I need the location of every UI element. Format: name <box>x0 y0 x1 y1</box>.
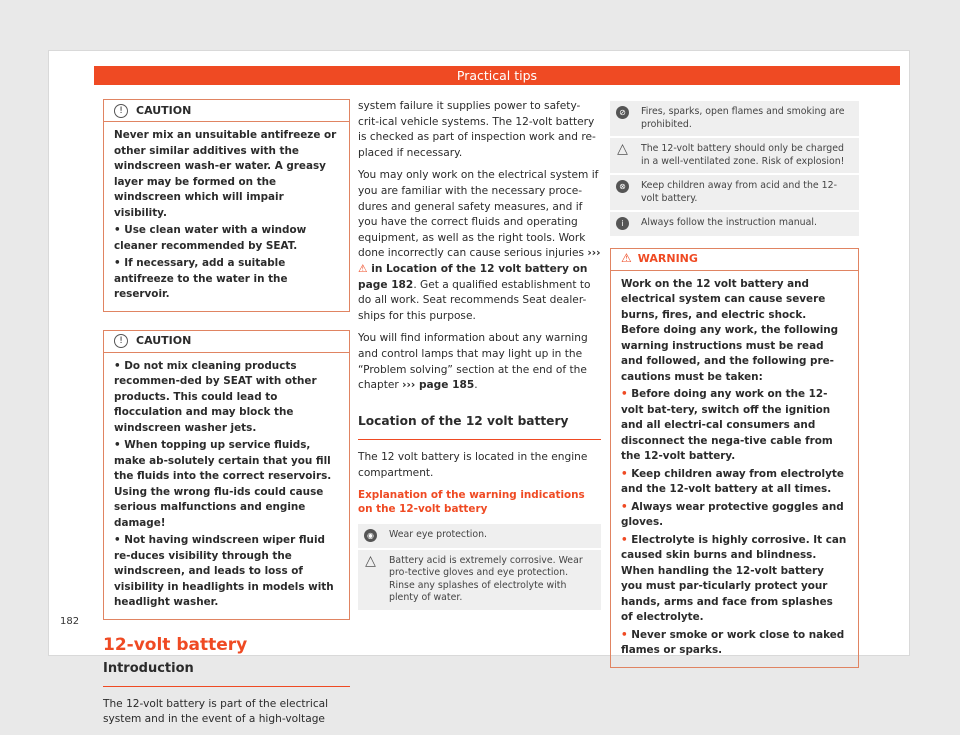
warning-bullet: • Before doing any work on the 12-volt bat-tery, switch off the ignition and all electri-cal consumers and disconnect the nega-tive cable from the 12-volt battery. <box>621 387 848 465</box>
caution-bullet: • Use clean water with a window cleaner recommended by SEAT. <box>114 223 339 254</box>
paragraph-text: . Get a qualified establishment to do all work. Seat recommends Seat dealer-ships for this purpose. <box>358 278 591 322</box>
corrosive-warning-icon: △ <box>365 552 376 569</box>
paragraph: The 12 volt battery is located in the engine compartment. <box>358 451 588 479</box>
caution-box-1 <box>103 99 350 312</box>
symbol-cell <box>610 138 635 173</box>
symbol-table <box>358 522 601 612</box>
symbol-row <box>610 175 859 210</box>
no-fire-icon: ⊘ <box>616 106 629 119</box>
keep-children-away-icon: ⊗ <box>616 180 629 193</box>
symbol-text: Battery acid is extremely corrosive. Wear pro-tective gloves and eye protection. Rinse any splashes of electrolyte with plenty of water. <box>383 550 601 610</box>
symbol-cell <box>610 175 635 210</box>
caution-label: CAUTION <box>136 334 192 348</box>
symbol-text: Always follow the instruction manual. <box>635 212 859 236</box>
paragraph-text: . <box>474 379 478 392</box>
warning-label: WARNING <box>637 252 698 266</box>
symbol-text: The 12-volt battery should only be charged in a well-ventilated zone. Risk of explosion! <box>635 138 859 173</box>
warning-triangle-icon: ⚠ <box>358 262 368 275</box>
warning-bullet: • Keep children away from electrolyte and the 12-volt battery at all times. <box>621 467 848 498</box>
warning-header <box>611 249 858 271</box>
symbol-row <box>610 101 859 136</box>
symbol-text: Fires, sparks, open flames and smoking are prohibited. <box>635 101 859 136</box>
symbol-cell <box>358 524 383 548</box>
paragraph-text: You will find information about any warning and control lamps that may light up in the “Problem solving” section at the end of the chapter <box>358 332 588 392</box>
warning-bullet: • Electrolyte is highly corrosive. It can caused skin burns and blindness. When handling the 12-volt battery you must par-ticularly protect your hands, arms and face from splashes of electrolyte. <box>621 533 848 626</box>
section-title: 12-volt battery <box>103 634 248 655</box>
caution-header <box>104 100 349 122</box>
paragraph <box>358 331 601 393</box>
cross-ref-arrow: ››› <box>402 379 416 392</box>
caution-box-2 <box>103 330 350 620</box>
symbol-row <box>358 550 601 610</box>
symbol-row <box>610 138 859 173</box>
symbol-text: Keep children away from acid and the 12-volt battery. <box>635 175 859 210</box>
symbol-row <box>610 212 859 236</box>
red-heading: Explanation of the warning indications on the 12-volt battery <box>358 489 585 516</box>
symbol-row <box>358 524 601 548</box>
subsection-title: Location of the 12 volt battery <box>358 406 601 441</box>
instruction-manual-icon: i <box>616 217 629 230</box>
caution-intro: Never mix an unsuitable antifreeze or other similar additives with the windscreen wash-er water. A greasy layer may be formed on the windscreen which will impair visibility. <box>114 129 337 219</box>
warning-bullet: • Never smoke or work close to naked flames or sparks. <box>621 628 848 659</box>
caution-bullet: • Do not mix cleaning products recommen-ded by SEAT with other products. This could lead to flocculation and may block the windscreen washer jets. <box>114 359 339 437</box>
eye-protection-icon: ◉ <box>364 529 377 542</box>
warning-bullet: • Always wear protective goggles and gloves. <box>621 500 848 531</box>
paragraph-text: You may only work on the electrical system if you are familiar with the necessary proce-dures and general safety measures, and if you have the correct fluids and operating equipment, as well as the right tools. Work done incorrectly can cause serious injuries <box>358 169 599 260</box>
intro-paragraph: The 12-volt battery is part of the electrical system and in the event of a high-voltage <box>103 697 329 726</box>
info-circle-icon: ! <box>114 334 128 348</box>
symbol-cell <box>610 212 635 236</box>
info-circle-icon: ! <box>114 104 128 118</box>
warning-triangle-icon: ⚠ <box>621 251 632 266</box>
cross-ref-arrow: ››› <box>587 247 601 260</box>
caution-bullet: • When topping up service fluids, make ab-solutely certain that you fill the fluids into the correct reservoirs. Using the wrong flu-ids could cause serious malfunctions and engine damage! <box>114 438 339 531</box>
page-number: 182 <box>60 616 80 627</box>
cross-ref-link[interactable]: in Location of the 12 volt battery on page 182 <box>358 262 588 291</box>
caution-bullet: • Not having windscreen wiper fluid re-duces visibility through the windscreen, and leads to loss of visibility in headlights in models with headlight washer. <box>114 533 339 611</box>
warning-box <box>610 248 859 668</box>
warning-intro: Work on the 12 volt battery and electrical system can cause severe burns, fires, and electric shock. Before doing any work, the following warning instructions must be read and followed, and the following pre-cautions must be taken: <box>621 277 839 383</box>
column-left <box>103 99 350 735</box>
caution-body <box>104 353 349 619</box>
caution-label: CAUTION <box>136 103 192 117</box>
page-header: Practical tips <box>94 66 900 85</box>
symbol-table <box>610 99 859 238</box>
warning-body <box>611 271 858 667</box>
paragraph: system failure it supplies power to safety-crit-ical vehicle systems. The 12-volt battery is checked as part of inspection work and re-placed if necessary. <box>358 100 596 159</box>
explosion-warning-icon: △ <box>617 141 628 157</box>
cross-ref-link[interactable]: page 185 <box>415 379 475 392</box>
symbol-cell <box>358 550 383 610</box>
column-middle <box>358 99 601 612</box>
manual-page <box>48 50 910 726</box>
caution-bullet: • If necessary, add a suitable antifreeze to the water in the reservoir. <box>114 256 339 303</box>
symbol-text: Wear eye protection. <box>383 524 601 548</box>
caution-body <box>104 122 349 311</box>
subsection-title: Introduction <box>103 661 350 687</box>
column-right <box>610 99 859 686</box>
symbol-cell <box>610 101 635 136</box>
paragraph <box>358 168 601 324</box>
caution-header <box>104 331 349 353</box>
